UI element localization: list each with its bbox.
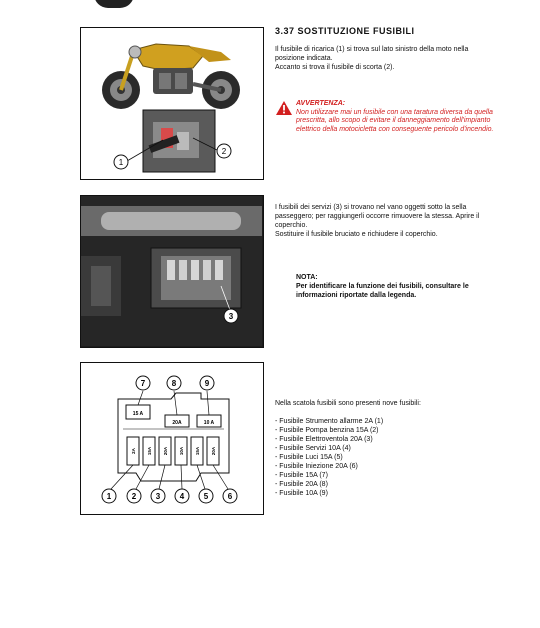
fuse-15a-top: [126, 405, 150, 419]
fuse-list-item: - Fusibile Strumento allarme 2A (1): [275, 418, 384, 425]
svg-text:3: 3: [228, 312, 234, 321]
fuse-list-item: - Fusibile 10A (9): [275, 490, 328, 498]
callout-3: [224, 309, 238, 323]
fuse-slot-3: [159, 437, 171, 465]
callout-bottom-2: [127, 489, 141, 503]
intro-line-2: Accanto si trova il fusibile di scorta (2).: [275, 64, 395, 71]
note-block: [296, 273, 496, 300]
fuse-slot-4: [175, 437, 187, 465]
svg-text:2: 2: [221, 147, 227, 156]
note-title: NOTA:: [296, 274, 318, 281]
svg-text:20A: 20A: [172, 420, 182, 426]
callout-bottom-5: [199, 489, 213, 503]
svg-text:1: 1: [118, 158, 124, 167]
motorcycle-illustration: [81, 28, 262, 178]
fuse-list-item: - Fusibile Luci 15A (5): [275, 454, 343, 462]
callout-bottom-4: [175, 489, 189, 503]
svg-text:3: 3: [155, 492, 161, 501]
warning-text: Non utilizzare mai un fusibile con una taratura diversa da quella prescritta, allo scopo di evitare il danneggiamento dell'impianto elettrico della motocicletta con conseguente pericolo d'incendio.: [296, 108, 494, 133]
fuse-10a-top: [197, 415, 221, 427]
warning-title: AVVERTENZA:: [296, 100, 346, 107]
callout-2: [217, 144, 231, 158]
fuse-list-item: - Fusibile Elettroventola 20A (3): [275, 436, 373, 444]
fuse-list-item: - Fusibile 15A (7): [275, 472, 328, 480]
svg-text:10 A: 10 A: [203, 420, 215, 426]
fuse-20a-top: [165, 415, 189, 427]
svg-text:7: 7: [140, 379, 146, 388]
svg-text:15 A: 15 A: [132, 411, 144, 417]
fuse-list: [275, 417, 383, 498]
svg-text:4: 4: [179, 492, 185, 501]
intro-paragraph: [275, 45, 490, 72]
svg-text:5: 5: [203, 492, 209, 501]
fuse-compartment-illustration: [81, 196, 262, 346]
fuse-slot-6: [207, 437, 219, 465]
services-paragraph: [275, 203, 490, 239]
figure-fuse-compartment-photo: [80, 195, 264, 348]
svg-text:15A: 15A: [147, 446, 152, 456]
svg-text:9: 9: [204, 379, 210, 388]
callout-1: [114, 155, 128, 169]
callout-bottom-1: [102, 489, 116, 503]
fuse-list-item: - Fusibile 20A (8): [275, 481, 328, 489]
fuses-intro: Nella scatola fusibili sono presenti nove fusibili:: [275, 400, 421, 407]
section-title: 3.37 SOSTITUZIONE FUSIBILI: [275, 26, 415, 36]
fuse-list-item: - Fusibile Pompa benzina 15A (2): [275, 427, 379, 435]
fuse-slot-5: [191, 437, 203, 465]
svg-text:20A: 20A: [163, 446, 168, 456]
svg-text:1: 1: [106, 492, 112, 501]
figure-fuse-box-diagram: [80, 362, 264, 515]
callout-bottom-3: [151, 489, 165, 503]
warning-icon: [275, 100, 293, 116]
services-line-1: I fusibili dei servizi (3) si trovano nel vano oggetti sotto la sella passeggero; per raggiungerli occorre rimuovere la stessa. Aprire il coperchio.: [275, 204, 480, 229]
figure-motorcycle-fuse-location: [80, 27, 264, 180]
callout-9: [200, 376, 214, 390]
svg-text:2: 2: [131, 492, 137, 501]
fuse-list-item: - Fusibile Iniezione 20A (6): [275, 463, 358, 471]
svg-text:20A: 20A: [211, 446, 216, 456]
svg-text:2A: 2A: [131, 448, 136, 454]
callout-bottom-6: [223, 489, 237, 503]
callout-7: [136, 376, 150, 390]
svg-text:8: 8: [171, 379, 177, 388]
svg-text:10A: 10A: [179, 446, 184, 456]
fuse-slot-1: [127, 437, 139, 465]
fuse-slot-2: [143, 437, 155, 465]
callout-8: [167, 376, 181, 390]
warning-block: [296, 100, 496, 134]
page-top-decoration: [94, 0, 134, 8]
services-line-2: Sostituire il fusibile bruciato e richiudere il coperchio.: [275, 231, 438, 238]
intro-line-1: Il fusibile di ricarica (1) si trova sul lato sinistro della moto nella posizione indicata.: [275, 46, 469, 62]
svg-text:15A: 15A: [195, 446, 200, 456]
svg-text:6: 6: [227, 492, 233, 501]
note-text: Per identificare la funzione dei fusibili, consultare le informazioni riportate dalla legenda.: [296, 283, 469, 299]
fuse-box-schematic: [81, 363, 262, 513]
fuse-list-item: - Fusibile Servizi 10A (4): [275, 445, 351, 453]
